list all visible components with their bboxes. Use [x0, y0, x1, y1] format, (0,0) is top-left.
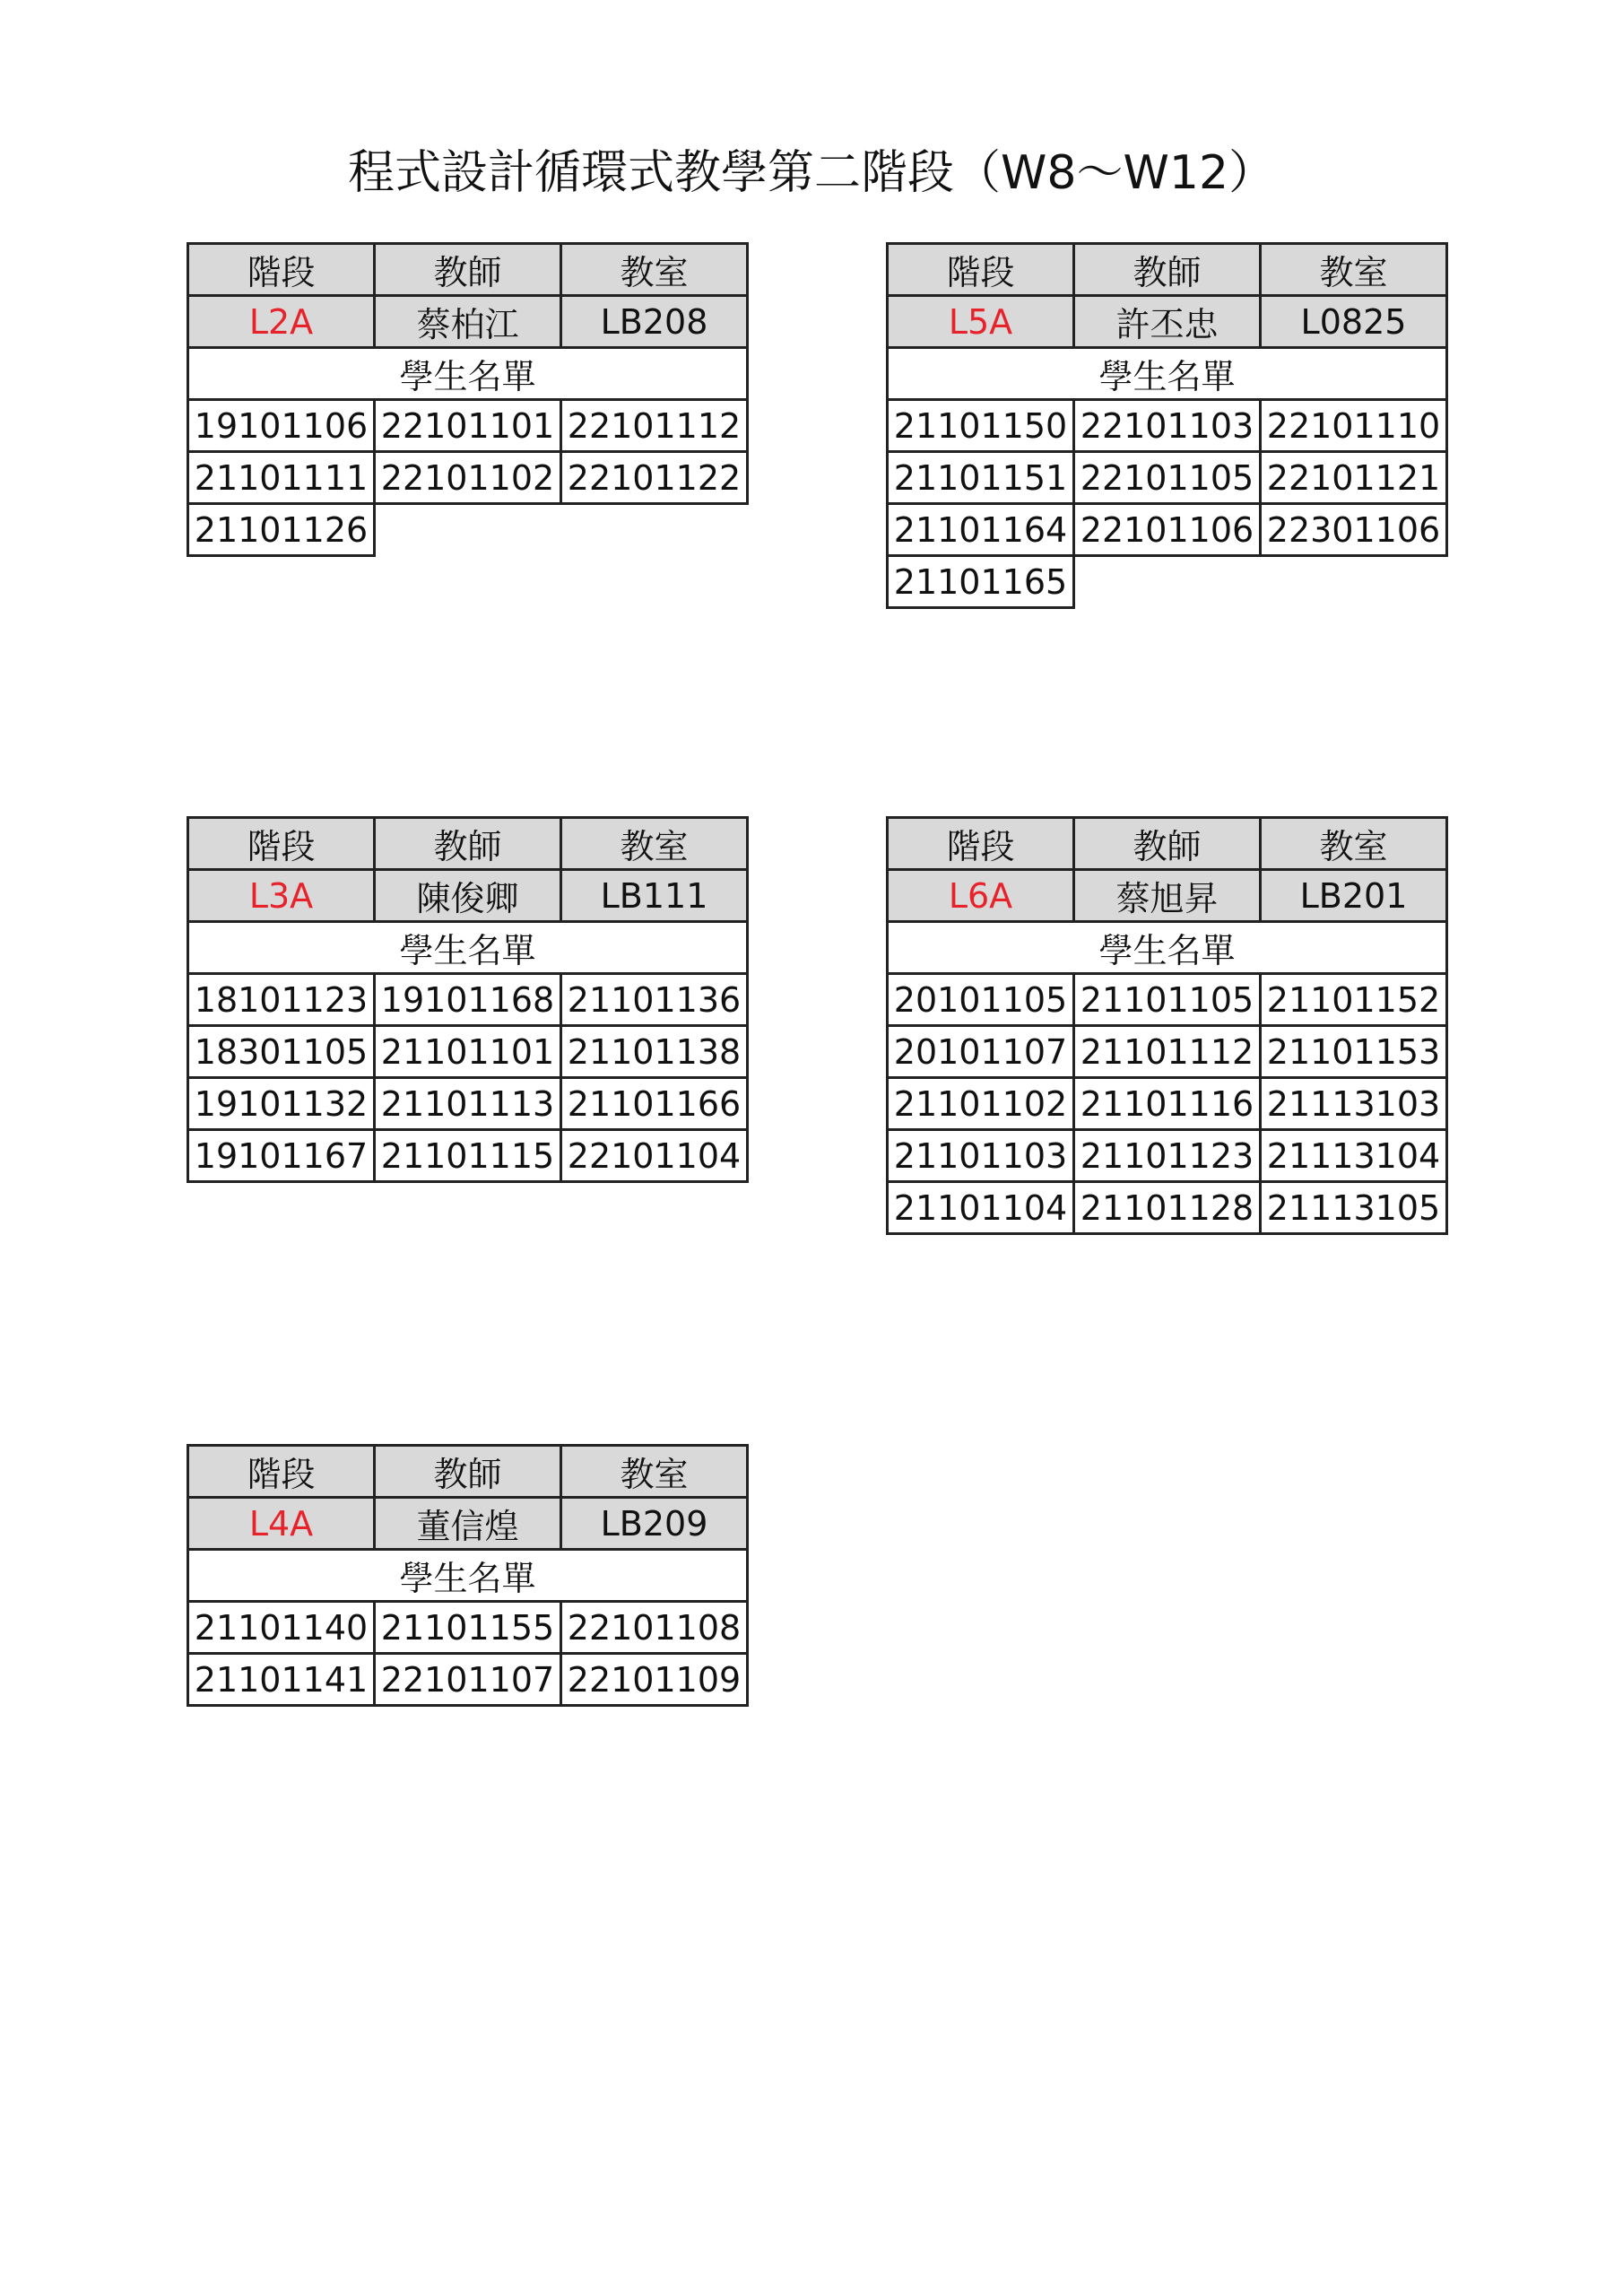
room-header: 教室 — [1262, 245, 1448, 297]
student-id-cell: 22101109 — [562, 1655, 749, 1707]
level-header: 階段 — [189, 819, 376, 871]
student-id-cell: 20101107 — [889, 1027, 1075, 1079]
level-header: 階段 — [889, 819, 1075, 871]
page-title: 程式設計循環式教學第二階段（W8～W12） — [347, 146, 1276, 200]
student-id-cell: 22101107 — [376, 1655, 562, 1707]
group-grid — [187, 242, 749, 557]
room-header: 教室 — [1262, 819, 1448, 871]
level-header: 階段 — [189, 245, 376, 297]
level-value: L2A — [189, 297, 376, 349]
student-id-cell: 22101103 — [1075, 401, 1262, 453]
student-id-cell: 21113104 — [1262, 1131, 1448, 1183]
room-value: LB111 — [562, 871, 749, 923]
student-id-cell: 21101136 — [562, 975, 749, 1027]
group-grid — [886, 242, 1448, 609]
student-id-cell: 21101105 — [1075, 975, 1262, 1027]
group-table-l4a — [187, 1444, 746, 1707]
room-value: LB208 — [562, 297, 749, 349]
student-id-cell: 22101102 — [376, 453, 562, 505]
student-id-cell: 21101112 — [1075, 1027, 1262, 1079]
student-id-cell: 21101123 — [1075, 1131, 1262, 1183]
student-id-cell: 21101164 — [889, 505, 1075, 557]
student-id-cell: 19101167 — [189, 1131, 376, 1183]
group-table-l6a — [886, 816, 1445, 1235]
student-id-cell: 22101105 — [1075, 453, 1262, 505]
group-table-l5a — [886, 242, 1445, 609]
student-list-header: 學生名單 — [889, 923, 1448, 975]
room-value: LB209 — [562, 1499, 749, 1551]
student-list-header: 學生名單 — [189, 349, 749, 401]
level-header: 階段 — [189, 1447, 376, 1499]
student-id-cell: 21101155 — [376, 1603, 562, 1655]
teacher-header: 教師 — [376, 1447, 562, 1499]
student-id-cell: 21101101 — [376, 1027, 562, 1079]
student-id-cell: 22301106 — [1262, 505, 1448, 557]
level-value: L4A — [189, 1499, 376, 1551]
teacher-value: 許丕忠 — [1075, 297, 1262, 349]
student-id-cell: 21101153 — [1262, 1027, 1448, 1079]
student-id-cell: 22101121 — [1262, 453, 1448, 505]
room-value: LB201 — [1262, 871, 1448, 923]
student-id-cell: 21101104 — [889, 1183, 1075, 1235]
room-header: 教室 — [562, 245, 749, 297]
student-id-cell: 21113103 — [1262, 1079, 1448, 1131]
student-id-cell: 21101150 — [889, 401, 1075, 453]
teacher-value: 董信煌 — [376, 1499, 562, 1551]
student-id-cell: 21101102 — [889, 1079, 1075, 1131]
student-id-cell: 22101110 — [1262, 401, 1448, 453]
student-id-cell: 19101168 — [376, 975, 562, 1027]
teacher-value: 蔡旭昇 — [1075, 871, 1262, 923]
teacher-header: 教師 — [376, 245, 562, 297]
student-id-cell: 21101126 — [189, 505, 376, 557]
student-id-cell: 21101152 — [1262, 975, 1448, 1027]
student-id-cell: 21101115 — [376, 1131, 562, 1183]
student-id-cell: 22101108 — [562, 1603, 749, 1655]
room-header: 教室 — [562, 1447, 749, 1499]
teacher-value: 陳俊卿 — [376, 871, 562, 923]
student-id-cell: 21101140 — [189, 1603, 376, 1655]
teacher-header: 教師 — [1075, 245, 1262, 297]
level-value: L5A — [889, 297, 1075, 349]
level-header: 階段 — [889, 245, 1075, 297]
group-grid — [886, 816, 1448, 1235]
student-id-cell: 21101128 — [1075, 1183, 1262, 1235]
teacher-header: 教師 — [1075, 819, 1262, 871]
student-id-cell: 21101141 — [189, 1655, 376, 1707]
student-id-cell: 21101103 — [889, 1131, 1075, 1183]
room-value: L0825 — [1262, 297, 1448, 349]
student-id-cell: 21101165 — [889, 557, 1075, 609]
group-table-l2a — [187, 242, 746, 557]
student-id-cell: 21101166 — [562, 1079, 749, 1131]
student-list-header: 學生名單 — [889, 349, 1448, 401]
room-header: 教室 — [562, 819, 749, 871]
student-id-cell: 21113105 — [1262, 1183, 1448, 1235]
student-id-cell: 22101101 — [376, 401, 562, 453]
student-id-cell: 19101106 — [189, 401, 376, 453]
student-id-cell: 21101116 — [1075, 1079, 1262, 1131]
student-id-cell: 22101106 — [1075, 505, 1262, 557]
group-grid — [187, 1444, 749, 1707]
student-id-cell: 18301105 — [189, 1027, 376, 1079]
level-value: L3A — [189, 871, 376, 923]
student-id-cell: 21101138 — [562, 1027, 749, 1079]
student-id-cell: 22101104 — [562, 1131, 749, 1183]
student-id-cell: 21101111 — [189, 453, 376, 505]
student-id-cell: 18101123 — [189, 975, 376, 1027]
student-id-cell: 21101113 — [376, 1079, 562, 1131]
student-id-cell: 20101105 — [889, 975, 1075, 1027]
group-table-l3a — [187, 816, 746, 1183]
student-id-cell: 21101151 — [889, 453, 1075, 505]
level-value: L6A — [889, 871, 1075, 923]
student-list-header: 學生名單 — [189, 923, 749, 975]
student-id-cell: 19101132 — [189, 1079, 376, 1131]
teacher-value: 蔡柏江 — [376, 297, 562, 349]
student-list-header: 學生名單 — [189, 1551, 749, 1603]
teacher-header: 教師 — [376, 819, 562, 871]
student-id-cell: 22101112 — [562, 401, 749, 453]
student-id-cell: 22101122 — [562, 453, 749, 505]
group-grid — [187, 816, 749, 1183]
